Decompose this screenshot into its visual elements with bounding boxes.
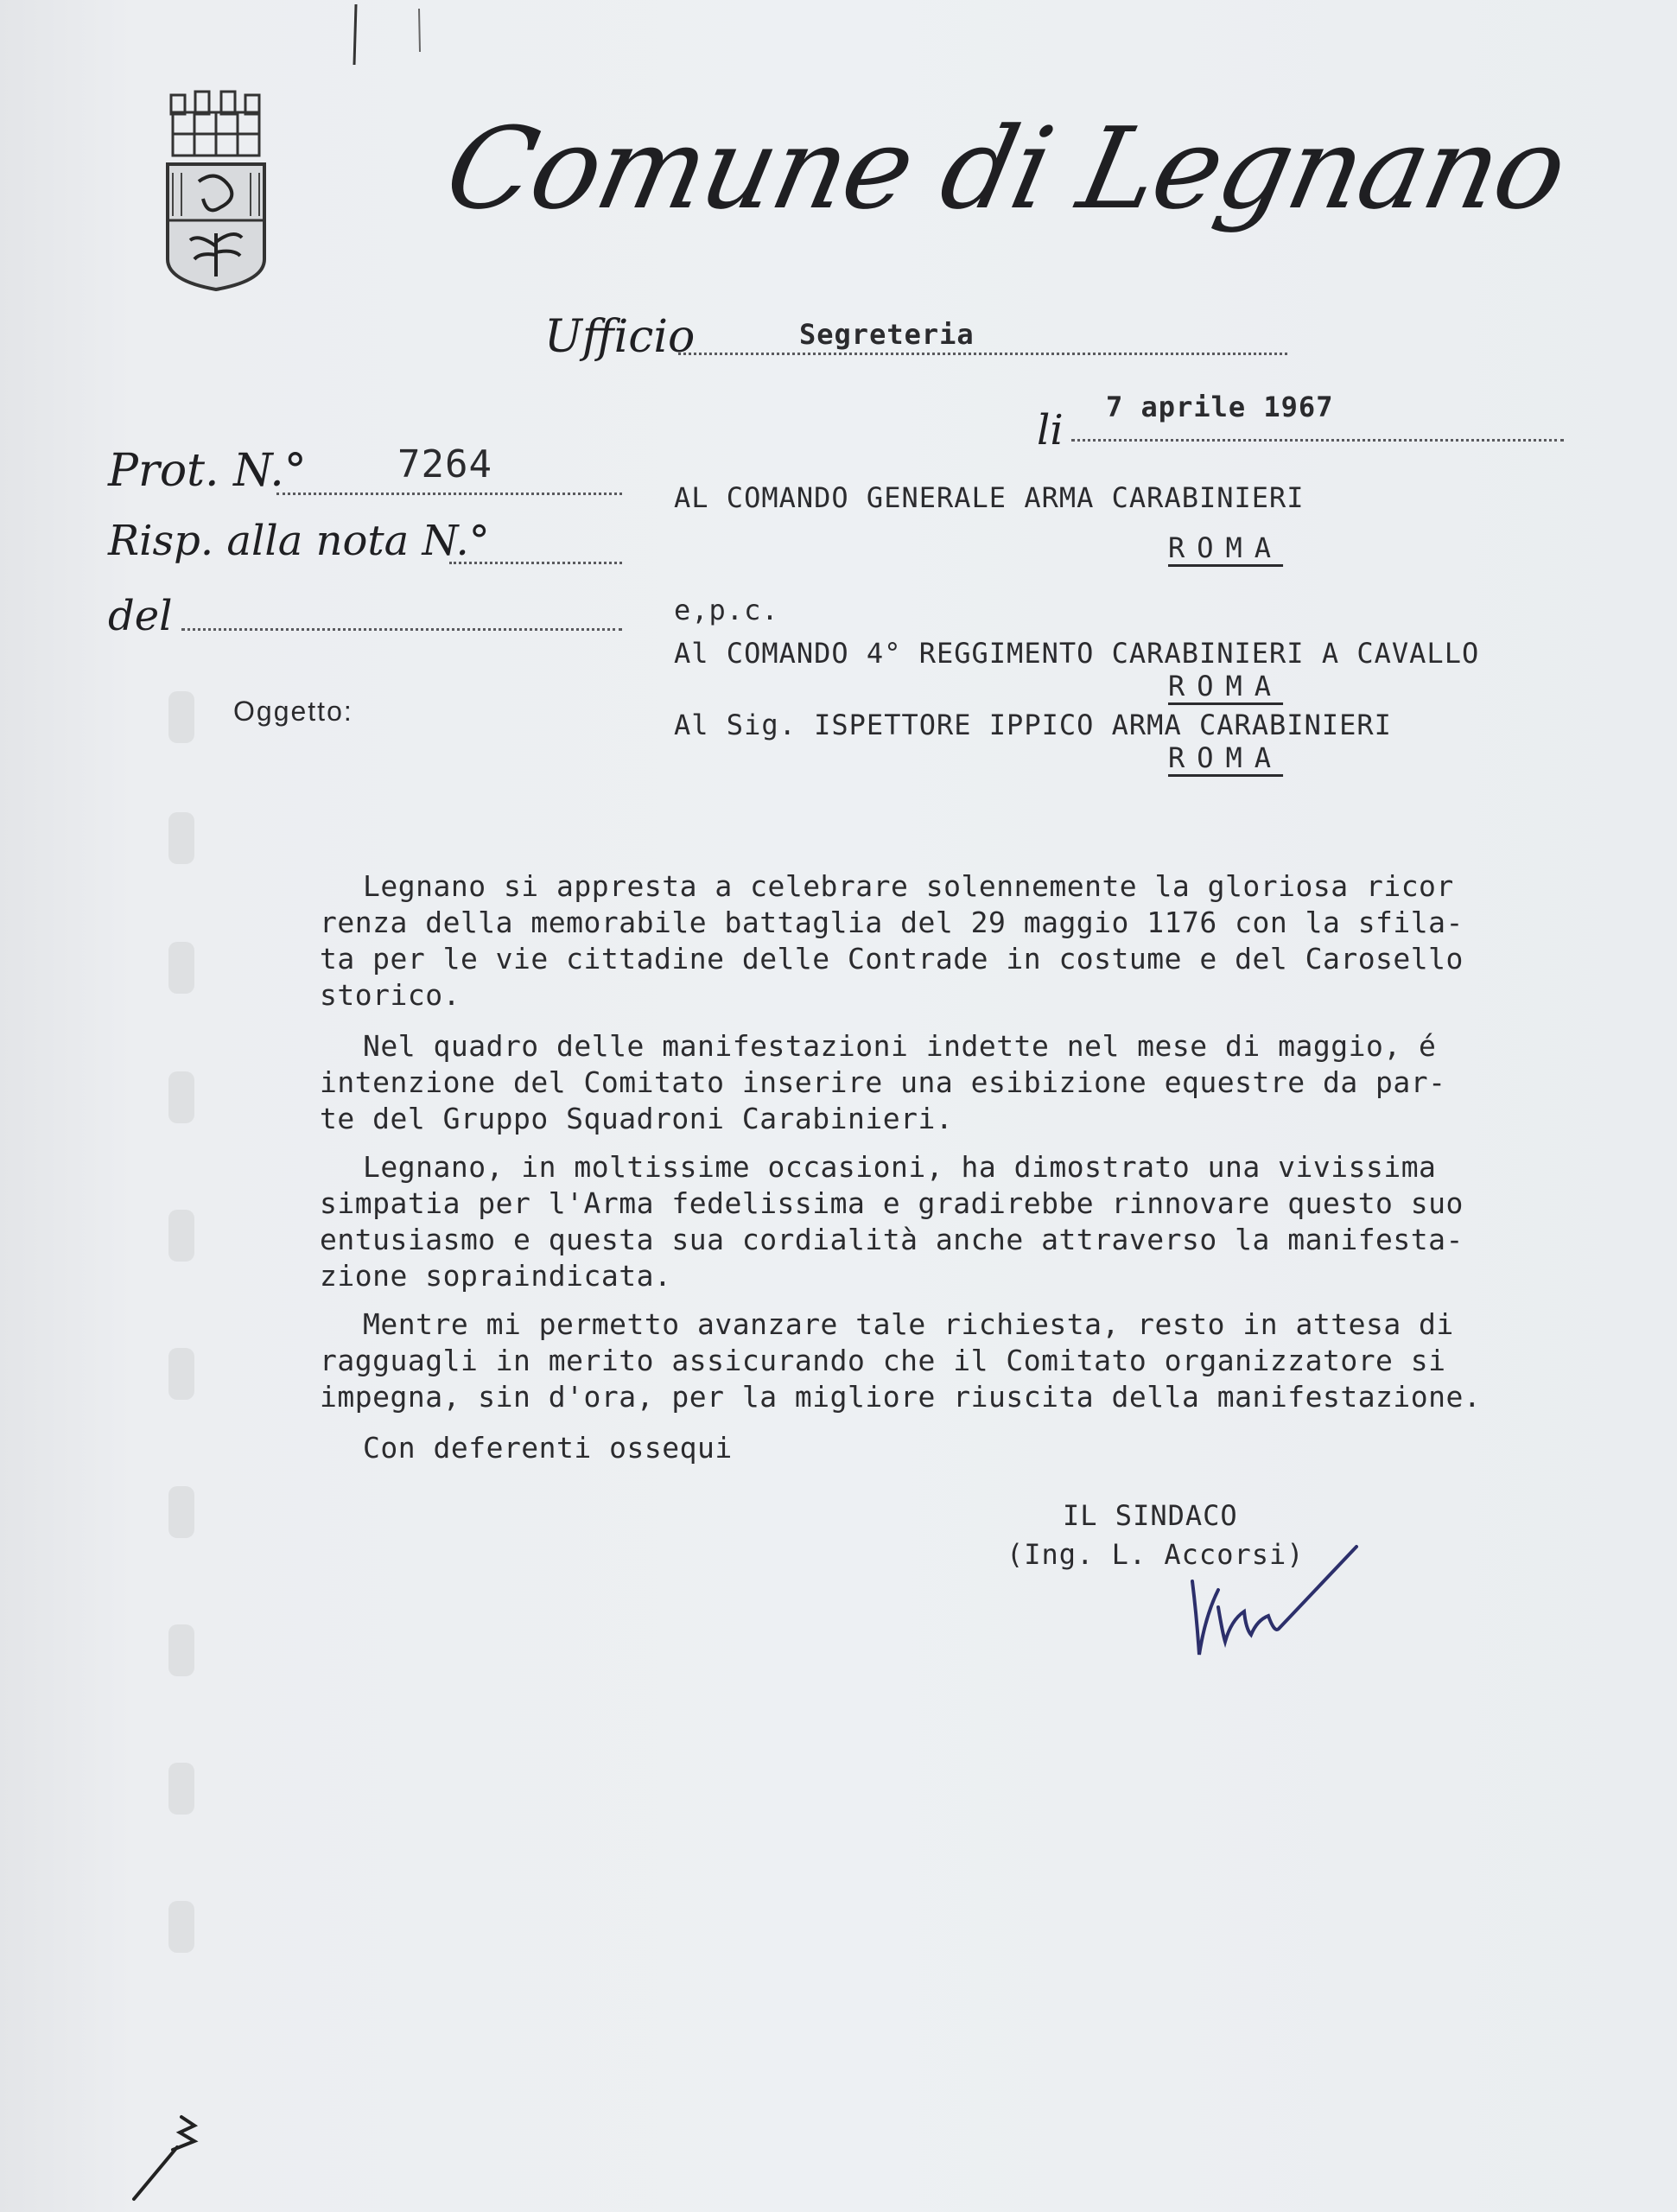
paragraph-2-line-2: intenzione del Comitato inserire una esibizione equestre da par- <box>320 1065 1446 1099</box>
paragraph-4-line-1: Mentre mi permetto avanzare tale richiesta, resto in attesa di <box>363 1307 1454 1341</box>
recipient-3-name: Al Sig. ISPETTORE IPPICO ARMA CARABINIERI <box>674 709 1392 741</box>
recipient-1-name: AL COMANDO GENERALE ARMA CARABINIERI <box>674 481 1305 514</box>
coat-of-arms-emblem <box>156 86 276 294</box>
protocol-dotted-line <box>276 493 622 495</box>
recipient-2-city: ROMA <box>1168 670 1284 702</box>
paragraph-3-line-4: zione sopraindicata. <box>320 1259 672 1293</box>
paragraph-3-line-3: entusiasmo e questa sua cordialità anche attraverso la manifesta- <box>320 1223 1464 1256</box>
top-pencil-mark <box>346 0 432 69</box>
cc-label: e,p.c. <box>674 594 779 626</box>
reply-dotted-line <box>449 562 622 564</box>
paragraph-4-line-2: ragguagli in merito assicurando che il Comitato organizzatore si <box>320 1344 1446 1377</box>
office-dotted-line <box>678 353 1287 355</box>
paragraph-1-line-1: Legnano si appresta a celebrare solennemente la gloriosa ricor <box>363 869 1454 903</box>
date-value: 7 aprile 1967 <box>1106 391 1334 423</box>
bleed-through-marks <box>151 657 212 2082</box>
paragraph-1-line-3: ta per le vie cittadine delle Contrade in costume e del Carosello <box>320 942 1464 976</box>
paragraph-3-line-1: Legnano, in moltissime occasioni, ha dimostrato una vivissima <box>363 1150 1437 1184</box>
paragraph-3-line-2: simpatia per l'Arma fedelissima e gradirebbe rinnovare questo suo <box>320 1186 1464 1220</box>
date-label: li <box>1037 406 1064 454</box>
signer-title: IL SINDACO <box>1063 1499 1238 1532</box>
del-dotted-line <box>181 628 622 631</box>
letterhead-title: Comune di Legnano <box>435 103 1577 234</box>
signer-name: (Ing. L. Accorsi) <box>1007 1538 1305 1571</box>
paragraph-2-line-3: te del Gruppo Squadroni Carabinieri. <box>320 1102 954 1135</box>
date-dotted-line <box>1071 439 1564 442</box>
paragraph-2-line-1: Nel quadro delle manifestazioni indette nel mese di maggio, é <box>363 1029 1437 1063</box>
protocol-number: 7264 <box>397 442 492 486</box>
reply-label: Risp. alla nota N.° <box>108 517 490 565</box>
protocol-label: Prot. N.° <box>108 445 307 497</box>
recipient-2-name: Al COMANDO 4° REGGIMENTO CARABINIERI A CAVALLO <box>674 637 1480 670</box>
subject-label: Oggetto: <box>233 696 353 727</box>
recipient-1-city: ROMA <box>1168 531 1284 564</box>
del-label: del <box>108 592 173 640</box>
office-label: Ufficio <box>544 311 696 363</box>
recipient-3-city: ROMA <box>1168 741 1284 774</box>
paragraph-1-line-4: storico. <box>320 978 461 1012</box>
paragraph-4-line-3: impegna, sin d'ora, per la migliore riuscita della manifestazione. <box>320 1380 1482 1414</box>
handwritten-signature <box>1158 1538 1365 1668</box>
paragraph-1-line-2: renza della memorabile battaglia del 29 maggio 1176 con la sfila- <box>320 906 1464 939</box>
closing-line: Con deferenti ossequi <box>363 1431 733 1465</box>
office-value: Segreteria <box>799 318 975 351</box>
corner-pencil-mark <box>121 2108 207 2203</box>
